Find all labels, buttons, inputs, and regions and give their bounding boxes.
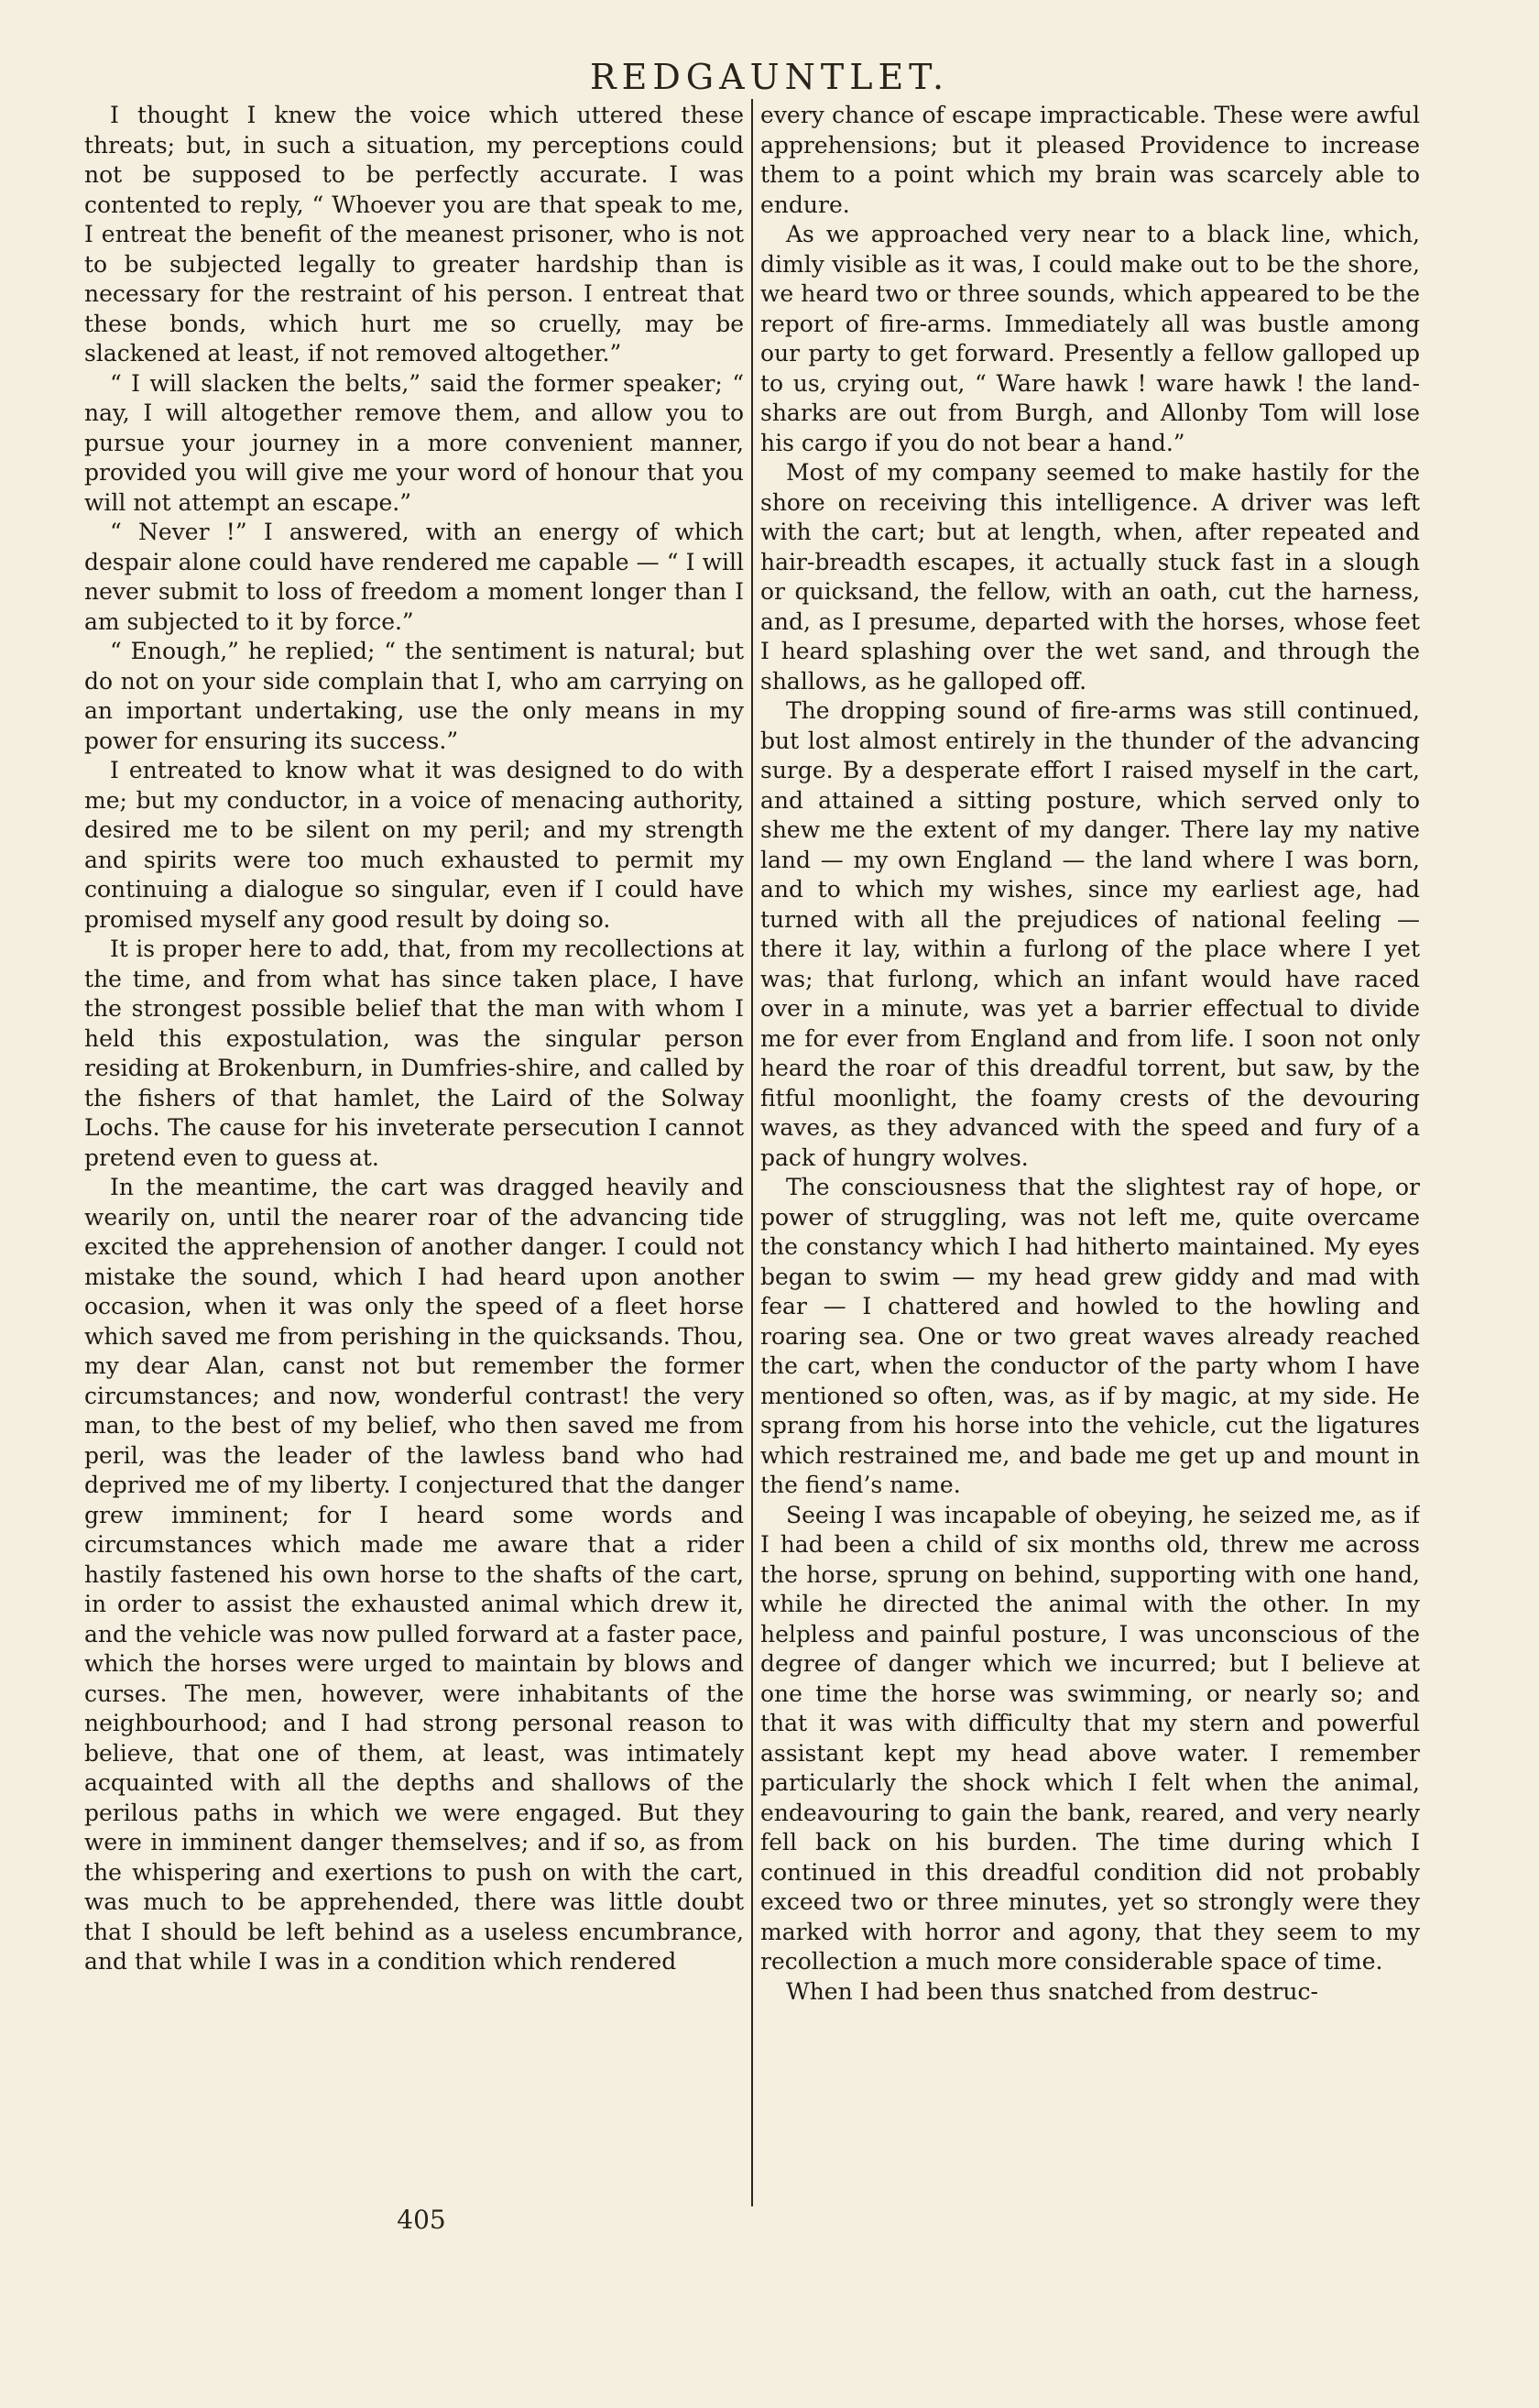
paragraph: The dropping sound of fire-arms was still continued, but lost almost entirely in the thunder of the advancing surge. By a desperate effort I raised myself in the cart, and attained a sitting posture, which served only to shew me the extent of my danger. There lay my native land — my own England — the land where I was born, and to which my wishes, since my earliest age, had turned with all the prejudices of national feeling — there it lay, within a furlong of the place where I yet was; that furlong, which an infant would have raced over in a minute, was yet a barrier effectual to divide me for ever from England and from life. I soon not only heard the roar of this dreadful torrent, but saw, by the fitful moonlight, the foamy crests of the devouring waves, as they advanced with the speed and fury of a pack of hungry wolves. — [760, 697, 1420, 1171]
paragraph: I entreated to know what it was designed to do with me; but my conductor, in a voice of menacing authority, desired me to be silent on my peril; and my strength and spirits were too much exhausted to permit my continuing a dialogue so singular, even if I could have promised myself any good result by doing so. — [84, 757, 744, 933]
paragraph: The consciousness that the slightest ray of hope, or power of struggling, was not left me, quite overcame the constancy which I had hitherto maintained. My eyes began to swim — my head grew giddy and mad with fear — I chattered and howled to the howling and roaring sea. One or two great waves already reached the cart, when the conductor of the party whom I have mentioned so often, was, as if by magic, at my side. He sprang from his horse into the vehicle, cut the ligatures which restrained me, and bade me get up and mount in the fiend’s name. — [760, 1174, 1420, 1498]
paragraph: It is proper here to add, that, from my recollections at the time, and from what has since taken place, I have the strongest possible belief that the man with whom I held this expostulation, was the singular person residing at Brokenburn, in Dumfries-shire, and called by the fishers of that hamlet, the Laird of the Solway Lochs. The cause for his inveterate persecution I cannot pretend even to guess at. — [84, 936, 744, 1171]
paragraph: When I had been thus snatched from destruc- — [786, 1977, 1318, 2005]
paragraph: “ Never !” I answered, with an energy of which despair alone could have rendered me capable — “ I will never submit to loss of freedom a moment longer than I am subjected to it by force.” — [84, 519, 744, 635]
paragraph: Most of my company seemed to make hastily for the shore on receiving this intelligence. A driver was left with the cart; but at length, when, after repeated and hair-breadth escapes, it actually stuck fast in a slough or quicksand, the fellow, with an oath, cut the harness, and, as I presume, departed with the horses, whose feet I heard splashing over the wet sand, and through the shallows, as he galloped off. — [760, 459, 1420, 695]
left-column — [84, 101, 744, 2199]
paragraph: In the meantime, the cart was dragged heavily and wearily on, until the nearer roar of the advancing tide excited the apprehension of another danger. I could not mistake the sound, which I had heard upon another occasion, when it was only the speed of a fleet horse which saved me from perishing in the quicksands. Thou, my dear Alan, canst not but remember the former circumstances; and now, wonderful contrast! the very man, to the best of my belief, who then saved me from peril, was the leader of the lawless band who had deprived me of my liberty. I conjectured that the danger grew imminent; for I heard some words and circumstances which made me aware that a rider hastily fastened his own horse to the shafts of the cart, in order to assist the exhausted animal which drew it, and the vehicle was now pulled forward at a faster pace, which the horses were urged to maintain by blows and curses. The men, however, were inhabitants of the neighbourhood; and I had strong personal reason to believe, that one of them, at least, was intimately acquainted with all the depths and shallows of the perilous paths in which we were engaged. But they were in imminent danger themselves; and if so, as from the whispering and exertions to push on with the cart, was much to be apprehended, there was little doubt that I should be left behind as a useless encumbrance, and that while I was in a condition which rendered — [84, 1174, 744, 1975]
running-title: REDGAUNTLET. — [589, 57, 950, 97]
column-divider — [751, 99, 753, 2206]
paragraph: Seeing I was incapable of obeying, he seized me, as if I had been a child of six months old, threw me across the horse, sprung on behind, supporting with one hand, while he directed the animal with the other. In my helpless and painful posture, I was unconscious of the degree of danger which we incurred; but I believe at one time the horse was swimming, or nearly so; and that it was with difficulty that my stern and powerful assistant kept my head above water. I remember particularly the shock which I felt when the animal, endeavouring to gain the bank, reared, and very nearly fell back on his burden. The time during which I continued in this dreadful condition did not probably exceed two or three minutes, yet so strongly were they marked with horror and agony, that they seem to my recollection a much more considerable space of time. — [760, 1501, 1420, 1975]
paragraph: “ I will slacken the belts,” said the former speaker; “ nay, I will altogether remove them, and allow you to pursue your journey in a more convenient manner, provided you will give me your word of honour that you will not attempt an escape.” — [84, 369, 744, 516]
paragraph: I thought I knew the voice which uttered these threats; but, in such a situation, my perceptions could not be supposed to be perfectly accurate. I was contented to reply, “ Whoever you are that speak to me, I entreat the benefit of the meanest prisoner, who is not to be subjected legally to greater hardship than is necessary for the restraint of his person. I entreat that these bonds, which hurt me so cruelly, may be slackened at least, if not removed altogether.” — [84, 102, 744, 367]
paragraph-continued: every chance of escape impracticable. These were awful apprehensions; but it pleased Providence to increase them to a point which my brain was scarcely able to endure. — [760, 102, 1420, 218]
page-number: 405 — [397, 2205, 446, 2235]
paragraph: As we approached very near to a black line, which, dimly visible as it was, I could make out to be the shore, we heard two or three sounds, which appeared to be the report of fire-arms. Immediately all was bustle among our party to get forward. Presently a fellow galloped up to us, crying out, “ Ware hawk ! ware hawk ! the land-sharks are out from Burgh, and Allonby Tom will lose his cargo if you do not bear a hand.” — [760, 221, 1420, 456]
right-column — [760, 101, 1420, 2199]
paragraph: “ Enough,” he replied; “ the sentiment is natural; but do not on your side complain that I, who am carrying on an important undertaking, use the only means in my power for ensuring its success.” — [84, 638, 744, 754]
